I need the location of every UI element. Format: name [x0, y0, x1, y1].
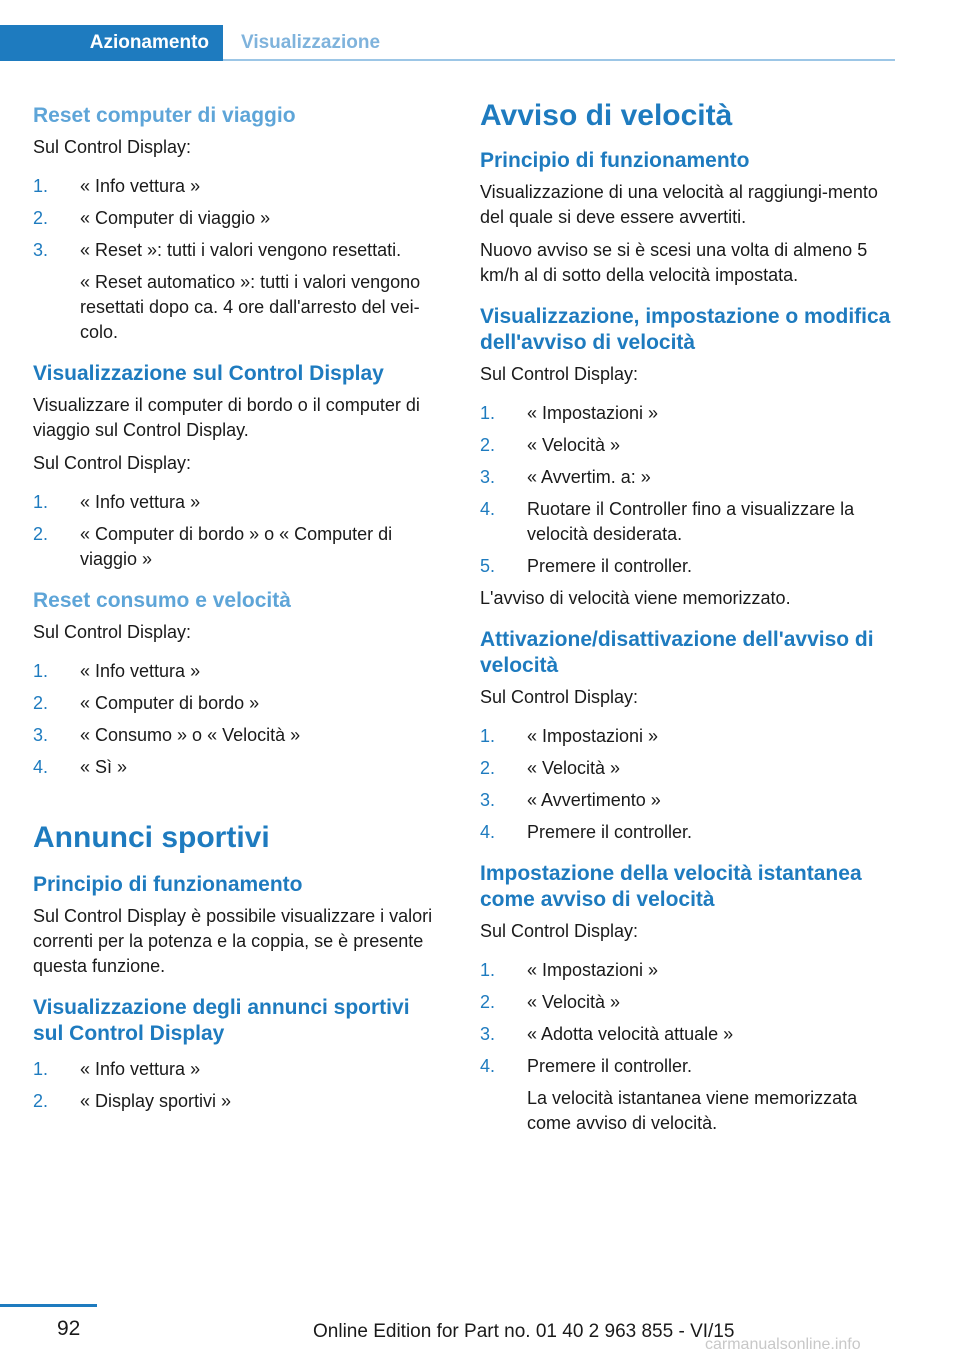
section-title: Principio di funzionamento: [480, 149, 750, 172]
list-number: 3.: [480, 1024, 496, 1044]
steps-list: [480, 724, 895, 845]
list-item: 1. « Impostazioni »: [480, 958, 895, 983]
list-item: 1. « Impostazioni »: [480, 724, 895, 749]
list-item: 2. « Computer di viaggio »: [33, 206, 443, 231]
list-item: 1. « Info vettura »: [33, 174, 443, 199]
list-number: 4.: [480, 1056, 496, 1076]
list-number: 3.: [480, 790, 496, 810]
paragraph: Visualizzare il computer di bordo o il computer di viaggio sul Control Display.: [33, 395, 420, 440]
tab-azionamento[interactable]: Azionamento: [0, 25, 223, 61]
list-number: 1.: [480, 403, 496, 423]
chapter-title: Avviso di velocità: [480, 99, 733, 132]
paragraph: Sul Control Display è possibile visualizzare i valori correnti per la potenza e la coppia, se è presente questa funzione.: [33, 906, 433, 976]
list-number: 1.: [480, 960, 496, 980]
list-number: 2.: [480, 435, 496, 455]
list-item: 4. Ruotare il Controller fino a visualizzare la velocità desiderata.: [480, 499, 855, 544]
footer-divider: [0, 1304, 97, 1307]
steps-list: [33, 174, 443, 345]
paragraph: Sul Control Display:: [480, 687, 639, 707]
section-title: Impostazione della velocità istantanea come avviso di velocità: [480, 862, 862, 911]
paragraph: Sul Control Display:: [480, 921, 639, 941]
section-title: Reset computer di viaggio: [33, 104, 296, 127]
list-number: 4.: [480, 499, 496, 519]
section-title: Visualizzazione, impostazione o modifica dell'avviso di velocità: [480, 305, 891, 354]
list-item: 2. « Display sportivi »: [33, 1089, 443, 1114]
header-bar: [0, 25, 895, 61]
paragraph: Nuovo avviso se si è scesi una volta di almeno 5 km/h al di sotto della velocità impostata.: [480, 240, 868, 285]
steps-list: [33, 1057, 443, 1114]
paragraph: Sul Control Display:: [33, 453, 192, 473]
list-number: 1.: [33, 661, 49, 681]
item-note: La velocità istantanea viene memorizzata come avviso di velocità.: [527, 1088, 858, 1133]
header-divider: [223, 59, 895, 61]
list-item: 4. « Sì »: [33, 755, 443, 780]
list-number: 2.: [33, 693, 49, 713]
list-item: 1. « Impostazioni »: [480, 401, 895, 426]
list-number: 1.: [480, 726, 496, 746]
list-item: 1. « Info vettura »: [33, 1057, 443, 1082]
list-item: 2. « Velocità »: [480, 990, 895, 1015]
list-item: 3. « Adotta velocità attuale »: [480, 1022, 895, 1047]
section-title: Principio di funzionamento: [33, 873, 303, 896]
list-number: 2.: [33, 208, 49, 228]
item-note: « Reset automatico »: tutti i valori vengono resettati dopo ca. 4 ore dall'arresto del vei‐colo.: [80, 272, 421, 342]
list-item: 1. « Info vettura »: [33, 659, 443, 684]
section-title: Visualizzazione sul Control Display: [33, 362, 384, 385]
steps-list: [33, 659, 443, 780]
list-number: 3.: [33, 240, 49, 260]
list-number: 4.: [33, 757, 49, 777]
list-item: 4. Premere il controller.: [480, 820, 895, 845]
steps-list: [480, 958, 895, 1136]
section-title: Visualizzazione degli annunci sportivi sul Control Display: [33, 996, 410, 1045]
list-number: 2.: [33, 524, 49, 544]
paragraph: Sul Control Display:: [33, 622, 192, 642]
list-number: 3.: [480, 467, 496, 487]
section-title: Reset consumo e velocità: [33, 589, 291, 612]
list-number: 1.: [33, 176, 49, 196]
page-number: 92: [57, 1317, 81, 1340]
right-column: [480, 98, 895, 1143]
list-item: 3. « Avvertimento »: [480, 788, 895, 813]
list-item: 2. « Velocità »: [480, 433, 895, 458]
left-column: [33, 98, 443, 1121]
paragraph: Sul Control Display:: [33, 137, 192, 157]
watermark: carmanualsonline.info: [705, 1336, 861, 1353]
list-number: 2.: [480, 758, 496, 778]
list-number: 1.: [33, 1059, 49, 1079]
edition-note: Online Edition for Part no. 01 40 2 963 855 - VI/15: [313, 1321, 735, 1342]
section-title: Attivazione/disattivazione dell'avviso di velocità: [480, 628, 874, 677]
list-item: 2. « Computer di bordo »: [33, 691, 443, 716]
list-number: 2.: [33, 1091, 49, 1111]
list-item: 3. « Reset »: tutti i valori vengono resettati. « Reset automatico »: tutti i valori vengono resettati dopo ca. 4 ore dall'arresto del vei‐colo.: [33, 238, 443, 345]
chapter-title: Annunci sportivi: [33, 821, 270, 854]
steps-list: [33, 490, 443, 572]
list-number: 1.: [33, 492, 49, 512]
list-item: 5. Premere il controller.: [480, 554, 895, 579]
list-number: 5.: [480, 556, 496, 576]
list-number: 2.: [480, 992, 496, 1012]
list-item: 2. « Velocità »: [480, 756, 895, 781]
list-item: 3. « Avvertim. a: »: [480, 465, 895, 490]
list-number: 3.: [33, 725, 49, 745]
steps-list: [480, 401, 895, 579]
list-item: 2. « Computer di bordo » o « Computer di viaggio »: [33, 524, 393, 569]
list-item: 1. « Info vettura »: [33, 490, 443, 515]
list-number: 4.: [480, 822, 496, 842]
tab-visualizzazione[interactable]: Visualizzazione: [241, 32, 381, 53]
paragraph: Visualizzazione di una velocità al raggiungi‐mento del quale si deve essere avvertiti.: [480, 182, 878, 227]
list-item: 4. Premere il controller. La velocità istantanea viene memorizzata come avviso di velocità.: [480, 1054, 895, 1136]
paragraph: Sul Control Display:: [480, 364, 639, 384]
list-item: 3. « Consumo » o « Velocità »: [33, 723, 443, 748]
paragraph: L'avviso di velocità viene memorizzato.: [480, 588, 791, 608]
